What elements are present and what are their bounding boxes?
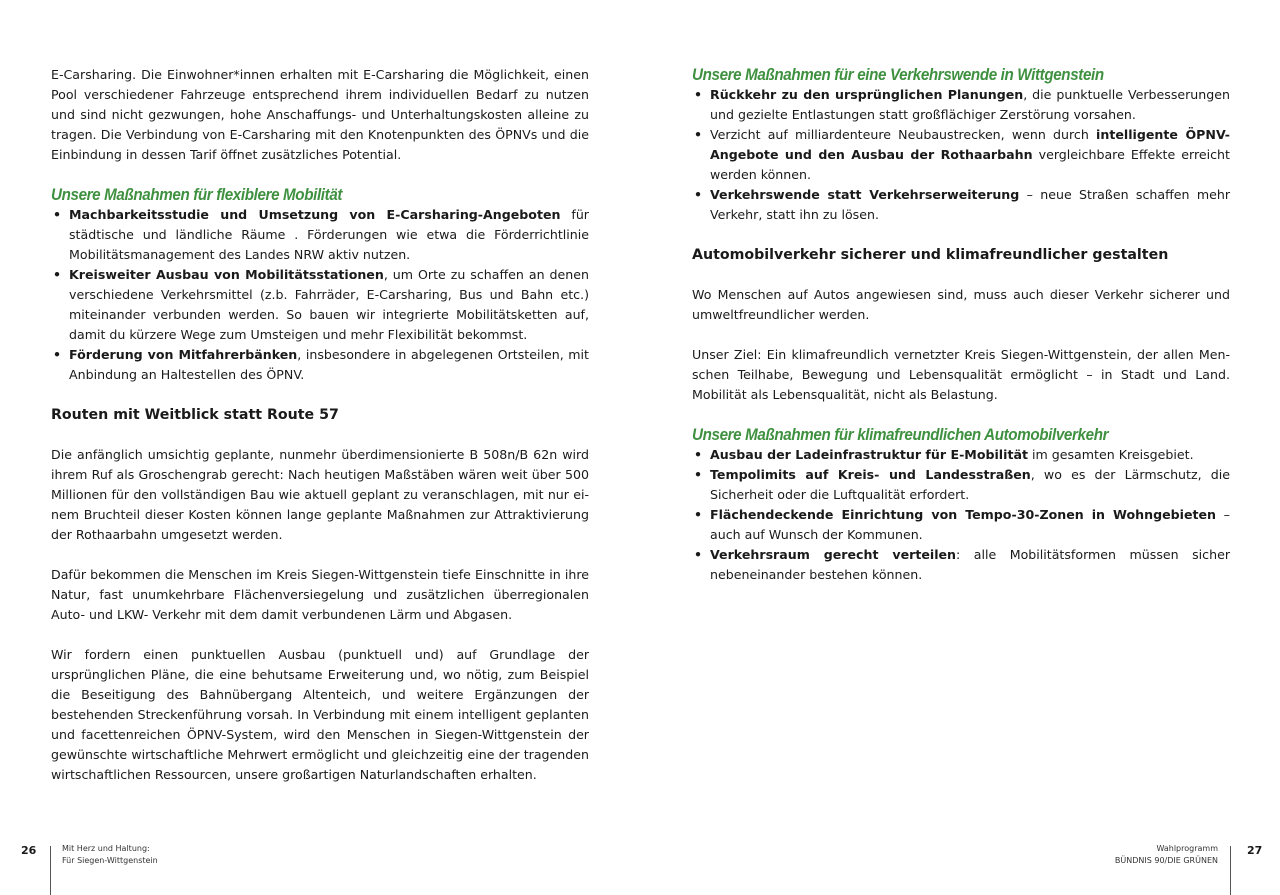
list-item-bold: Verkehrsraum gerecht verteilen <box>710 547 957 562</box>
heading-automobilverkehr: Automobilverkehr sicherer und klimafreundlicher gestalten <box>692 247 1169 263</box>
list-item-text: : alle Mobilitätsformen müssen sicher nebeneinander bestehen können. <box>710 547 1230 582</box>
verkehrswende-list <box>692 85 1230 225</box>
route-paragraph: Wir fordern einen punktuellen Ausbau (punktuell und) auf Grundlage der ursprünglichen Pläne, die eine behutsame Erweiterung und, wo nötig, zum Beispiel die Beseitigung des Bahnübergang Altenteich, und weitere Ergänzungen der bestehenden Streckenführung vorsah. In Verbindung mit einem intelligent geplanten und facettenreichen ÖPNV-System, wird den Menschen in Siegen-Wittgenstein der gewünschte wirtschaftliche Mehrwert ermöglicht und gleichzeitig eine der tragenden wirtschaftlichen Ressourcen, unsere großartigen Naturlandschaften erhalten. <box>51 647 589 782</box>
list-item <box>51 345 589 385</box>
list-item-text: , um Orte zu schaffen an denen verschiedene Verkehrsmittel (z.b. Fahrräder, E-Carsharing, Bus und Bahn etc.) miteinander verbunden werden. So bauen wir integrierte Mobilitätsketten auf, damit du kürzere Wege zum Umsteigen und mehr Flexibilität bekommst. <box>69 267 589 342</box>
list-item-text: – auch auf Wunsch der Kommunen. <box>710 507 1230 542</box>
right-page <box>640 0 1280 895</box>
footer-divider-left <box>50 846 51 895</box>
bullet-icon: • <box>694 507 703 522</box>
list-item <box>692 125 1230 185</box>
list-item-bold: Förderung von Mitfahrerbänken <box>69 347 298 362</box>
bullet-icon: • <box>694 467 703 482</box>
list-item-bold: Verkehrswende statt Verkehrserweiterung <box>710 187 1020 202</box>
list-item-bold: Tempolimits auf Kreis- und Landesstraßen <box>710 467 1031 482</box>
list-item-bold: Machbarkeitsstudie und Umsetzung von E-Carsharing-Angeboten <box>69 207 561 222</box>
route-paragraph: Dafür bekommen die Menschen im Kreis Siegen-Wittgenstein tiefe Einschnitte in ihre Natur, fast unumkehrbare Flächenversiegelung und zusätzlichen überregionalen Auto- und LKW- Verkehr mit dem damit verbundenen Lärm und Abgasen. <box>51 567 589 622</box>
page-number-left: 26 <box>21 844 37 857</box>
bullet-icon: • <box>53 347 62 362</box>
flexible-mobility-list <box>51 205 589 385</box>
subheading-flexible-mobility: Unsere Maßnahmen für flexiblere Mobilität <box>51 186 343 204</box>
list-item <box>692 505 1230 545</box>
bullet-icon: • <box>694 547 703 562</box>
list-item-text: im gesamten Kreisgebiet. <box>1027 447 1194 462</box>
bullet-icon: • <box>694 447 703 462</box>
list-item <box>51 265 589 345</box>
bullet-icon: • <box>694 127 703 142</box>
footer-left <box>62 843 158 867</box>
footer-left-line2: Für Siegen-Wittgenstein <box>62 856 158 865</box>
list-item <box>692 85 1230 125</box>
list-item-text: , insbesondere in abgelegenen Ortsteilen, mit Anbindung an Haltestellen des ÖPNV. <box>69 347 589 382</box>
bullet-icon: • <box>53 267 62 282</box>
auto-measures-list <box>692 445 1230 585</box>
left-column <box>51 65 589 785</box>
list-item-bold: Flächendeckende Einrichtung von Tempo-30-Zonen in Wohngebieten <box>710 507 1217 522</box>
bullet-icon: • <box>53 207 62 222</box>
list-item-text: , die punktuelle Verbesserungen und gezielte Entlastungen statt großflächiger Zerstörung vorsahen. <box>710 87 1230 122</box>
list-item-bold: Kreisweiter Ausbau von Mobilitätsstationen <box>69 267 384 282</box>
list-item <box>51 205 589 265</box>
list-item-text: vergleichbare Effekte erreicht werden können. <box>710 147 1230 182</box>
footer-right-line2: BÜNDNIS 90/DIE GRÜNEN <box>1114 856 1218 865</box>
list-item-text: – neue Straßen schaffen mehr Verkehr, statt ihn zu lösen. <box>710 187 1230 222</box>
list-item <box>692 445 1230 465</box>
list-item-bold: intelligente ÖPNV-Angebote und den Ausbau der Rothaarbahn <box>710 127 1231 162</box>
list-item-text: , wo es der Lärmschutz, die Sicherheit oder die Luftqualität erfordert. <box>710 467 1230 502</box>
bullet-icon: • <box>694 187 703 202</box>
list-item-bold: Rückkehr zu den ursprünglichen Planungen <box>710 87 1024 102</box>
list-item-text: Verzicht auf milliardenteure Neubaustrecken, wenn durch <box>710 127 1097 142</box>
subheading-auto-measures: Unsere Maßnahmen für klimafreundlichen Automobilverkehr <box>692 426 1109 444</box>
footer-divider-right <box>1230 846 1231 895</box>
footer-right <box>1115 843 1218 867</box>
heading-route-57: Routen mit Weitblick statt Route 57 <box>51 407 339 423</box>
footer-right-line1: Wahlprogramm <box>1156 844 1218 853</box>
page-number-right: 27 <box>1247 844 1263 857</box>
auto-paragraph: Unser Ziel: Ein klimafreundlich vernetzter Kreis Siegen-Wittgenstein, der allen Menschen Teilhabe, Bewegung und Lebensqualität ermöglicht – in Stadt und Land. Mobilität als Lebensqualität, nicht als Belastung. <box>692 347 1230 402</box>
auto-paragraph: Wo Menschen auf Autos angewiesen sind, muss auch dieser Verkehr sicherer und umweltfreundlicher werden. <box>692 287 1230 322</box>
list-item-bold: Ausbau der Ladeinfrastruktur für E-Mobilität <box>710 447 1028 462</box>
list-item <box>692 185 1230 225</box>
route-paragraph: Die anfänglich umsichtig geplante, nunmehr überdimensionierte B 508n/B 62n wird ihrem Ruf als Groschengrab gerecht: Nach heutigen Maßstäben wären weit über 500 Millionen für den vollständigen Bau wie aktuell geplant zu veranschlagen, mit nur einem Bruchteil dieser Kosten können lange geplante Maßnahmen zur Attraktivierung der Rothaarbahn umgesetzt werden. <box>51 447 589 542</box>
subheading-verkehrswende: Unsere Maßnahmen für eine Verkehrswende in Wittgenstein <box>692 66 1104 84</box>
list-item <box>692 545 1230 585</box>
list-item-text: für städtische und ländliche Räume . Förderungen wie etwa die Förderrichtlinie Mobilitätsmanagement des Landes NRW aktiv nutzen. <box>69 207 589 262</box>
intro-paragraph: E-Carsharing. Die Einwohner*innen erhalten mit E-Carsharing die Möglichkeit, einen Pool verschiedener Fahrzeuge entsprechend ihrem individuellen Bedarf zu nutzen und sind nicht gezwungen, hohe Anschaffungs- und Unterhaltungskosten alleine zu tragen. Die Verbindung von E-Carsharing mit den Knotenpunkten des ÖPNVs und die Einbindung in dessen Tarif öffnet zusätzliches Potential. <box>51 67 589 162</box>
bullet-icon: • <box>694 87 703 102</box>
footer-left-line1: Mit Herz und Haltung: <box>62 844 150 853</box>
list-item <box>692 465 1230 505</box>
right-column <box>692 65 1230 585</box>
